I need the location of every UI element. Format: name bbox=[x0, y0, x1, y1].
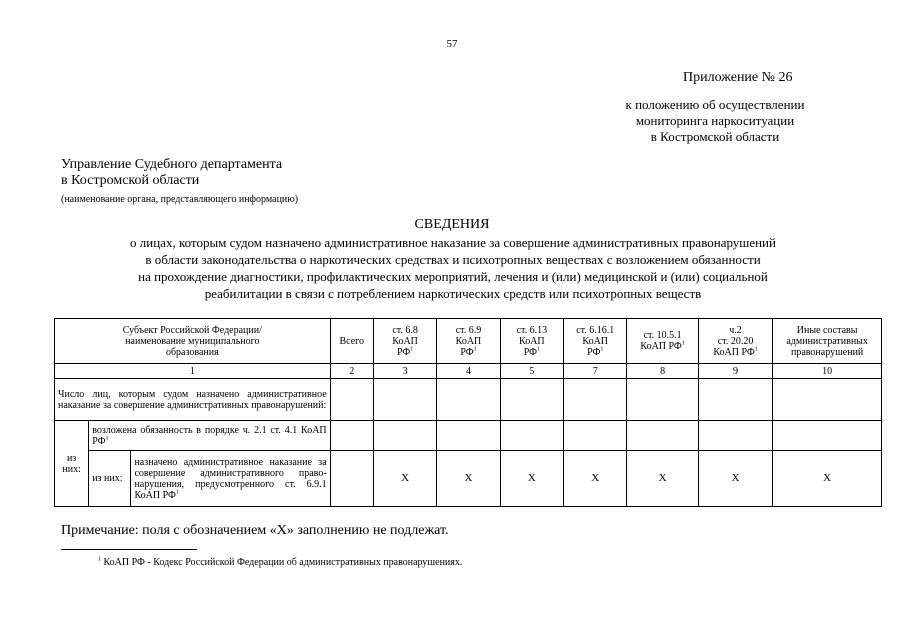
column-number: 8 bbox=[627, 364, 698, 379]
footnote-divider bbox=[61, 549, 197, 550]
data-cell bbox=[373, 421, 436, 451]
header-art-6-8: ст. 6.8 КоАП $РФ^1$ bbox=[373, 319, 436, 364]
appendix-line: мониторинга наркоситуации bbox=[635, 113, 795, 128]
appendix-line: в Костромской области bbox=[650, 129, 780, 144]
x-mark-cell: X bbox=[500, 451, 563, 507]
row-label-of-them: из них: bbox=[55, 421, 89, 507]
appendix-description bbox=[590, 97, 840, 145]
x-mark-cell: X bbox=[564, 451, 627, 507]
data-cell bbox=[437, 421, 500, 451]
data-cell bbox=[330, 379, 373, 421]
header-total: Всего bbox=[330, 319, 373, 364]
table-row bbox=[55, 421, 882, 451]
data-cell bbox=[330, 451, 373, 507]
row-label-of-them-2: из них: bbox=[89, 451, 131, 507]
subheading-line: о лицах, которым судом назначено административное наказание за совершение административных правонарушений bbox=[130, 235, 776, 250]
appendix-title: Приложение № 26 bbox=[683, 70, 793, 85]
x-mark-cell: X bbox=[698, 451, 772, 507]
column-number: 10 bbox=[773, 364, 882, 379]
organization-line: Управление Судебного департамента bbox=[61, 157, 283, 172]
column-number: 7 bbox=[564, 364, 627, 379]
column-number: 1 bbox=[55, 364, 331, 379]
subheading-line: на прохождение диагностики, профилактических мероприятий, лечения и (или) медицинской и (или) социальной bbox=[138, 269, 768, 284]
header-subject: Субъект Российской Федерации/ наименование муниципального образования bbox=[55, 319, 331, 364]
note-text: Примечание: поля с обозначением «Х» заполнению не подлежат. bbox=[61, 523, 449, 538]
column-number-row bbox=[55, 364, 882, 379]
header-other: Иные составы административных правонарушений bbox=[773, 319, 882, 364]
row-label-total-persons: Число лиц, которым судом назначено административное наказание за совершение административных правонарушений: bbox=[55, 379, 331, 421]
organization-line: в Костромской области bbox=[61, 173, 200, 188]
footnote-mark: 1 bbox=[98, 556, 101, 563]
row-label-assigned: назначено административное наказание за совершение административного право-нарушения, предусмотренного ст. 6.9.1 КоАП $РФ^1$ bbox=[131, 451, 330, 507]
column-number: 3 bbox=[373, 364, 436, 379]
page-number: 57 bbox=[446, 38, 458, 50]
header-art-10-5-1: ст. 10.5.1 КоАП $РФ^1$ bbox=[627, 319, 698, 364]
document-heading: СВЕДЕНИЯ bbox=[414, 217, 490, 232]
header-row bbox=[55, 319, 882, 364]
data-cell bbox=[773, 421, 882, 451]
data-cell bbox=[698, 421, 772, 451]
header-art-6-9: ст. 6.9 КоАП $РФ^1$ bbox=[437, 319, 500, 364]
column-number: 4 bbox=[437, 364, 500, 379]
header-art-6-13: ст. 6.13 КоАП $РФ^1$ bbox=[500, 319, 563, 364]
column-number: 9 bbox=[698, 364, 772, 379]
data-cell bbox=[627, 421, 698, 451]
organization-note: (наименование органа, представляющего информацию) bbox=[61, 194, 299, 205]
data-cell bbox=[500, 421, 563, 451]
data-cell bbox=[564, 379, 627, 421]
x-mark-cell: X bbox=[627, 451, 698, 507]
data-cell bbox=[773, 379, 882, 421]
x-mark-cell: X bbox=[373, 451, 436, 507]
footnote bbox=[98, 557, 462, 568]
x-mark-cell: X bbox=[773, 451, 882, 507]
footnote-text: КоАП РФ - Кодекс Российской Федерации об административных правонарушениях. bbox=[103, 557, 463, 568]
column-number: 5 bbox=[500, 364, 563, 379]
table-row bbox=[55, 379, 882, 421]
data-cell bbox=[564, 421, 627, 451]
table-row bbox=[55, 451, 882, 507]
subheading-line: в области законодательства о наркотических средствах и психотропных веществах с возложением обязанности bbox=[145, 252, 761, 267]
header-art-20-20: ч.2 ст. 20.20 КоАП $РФ^1$ bbox=[698, 319, 772, 364]
document-subheading bbox=[60, 234, 846, 302]
data-cell bbox=[373, 379, 436, 421]
data-cell bbox=[500, 379, 563, 421]
data-cell bbox=[627, 379, 698, 421]
data-cell bbox=[330, 421, 373, 451]
data-cell bbox=[698, 379, 772, 421]
organization-name bbox=[61, 157, 282, 189]
row-label-obligation: возложена обязанность в порядке ч. 2.1 ст. 4.1 КоАП $РФ^1$ bbox=[89, 421, 330, 451]
report-table bbox=[54, 318, 882, 507]
header-art-6-16-1: ст. 6.16.1 КоАП $РФ^1$ bbox=[564, 319, 627, 364]
appendix-line: к положению об осуществлении bbox=[625, 97, 805, 112]
column-number: 2 bbox=[330, 364, 373, 379]
subheading-line: реабилитации в связи с потреблением наркотических средств или психотропных веществ bbox=[204, 286, 702, 301]
data-cell bbox=[437, 379, 500, 421]
x-mark-cell: X bbox=[437, 451, 500, 507]
